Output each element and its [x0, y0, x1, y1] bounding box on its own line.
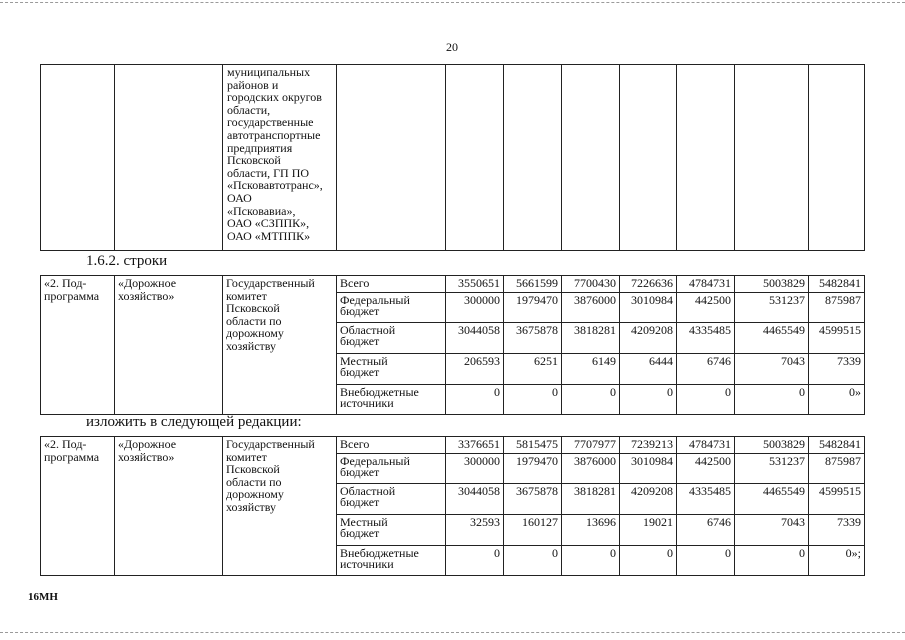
- cell-name: [115, 437, 223, 576]
- cell-amount: 0: [677, 546, 735, 576]
- funding-source-line: бюджет: [340, 526, 380, 540]
- cell-amount: 13696: [562, 515, 620, 546]
- cell-amount: 4465549: [735, 323, 809, 354]
- new-rows-table: [40, 436, 865, 576]
- cell-amount: 0: [504, 385, 562, 415]
- executor-line: Псковской: [227, 153, 281, 168]
- cell-funding-source: [337, 515, 446, 546]
- funding-source-line: Федеральный: [340, 454, 410, 468]
- executor-line: Псковской: [226, 301, 280, 315]
- cell-amount: 4335485: [677, 484, 735, 515]
- program-line: программа: [44, 288, 100, 303]
- funding-source-line: бюджет: [340, 334, 380, 348]
- document-code: 16МН: [28, 591, 58, 603]
- cell-amount: 0: [504, 546, 562, 576]
- cell-funding-source: [337, 484, 446, 515]
- executor-line: государственные: [227, 115, 314, 130]
- program-line: программа: [44, 449, 100, 464]
- cell-amount: 3675878: [504, 323, 562, 354]
- cell-amount: 0: [446, 385, 504, 415]
- cell-amount: 0»;: [809, 546, 865, 576]
- cell-amount: 5482841: [809, 437, 865, 454]
- cell-amount: 3818281: [562, 323, 620, 354]
- fragment-cell-empty: [620, 65, 677, 251]
- executor-line: области по: [226, 474, 282, 489]
- cell-amount: 3550651: [446, 276, 504, 293]
- funding-source-line: Областной: [340, 484, 396, 498]
- cell-amount: 5661599: [504, 276, 562, 293]
- cell-amount: 7043: [735, 354, 809, 385]
- fragment-table: [40, 64, 865, 251]
- cell-amount: 0»: [809, 385, 865, 415]
- cell-amount: 6149: [562, 354, 620, 385]
- cell-amount: 0: [677, 385, 735, 415]
- executor-line: хозяйству: [226, 499, 277, 514]
- cell-program: [41, 437, 115, 576]
- cell-funding-source: [337, 437, 446, 454]
- cell-amount: 531237: [735, 454, 809, 484]
- cell-funding-source: [337, 385, 446, 415]
- funding-source-line: Местный: [340, 354, 388, 368]
- cell-amount: 300000: [446, 293, 504, 323]
- cell-amount: 442500: [677, 454, 735, 484]
- cell-amount: 160127: [504, 515, 562, 546]
- cell-funding-source: [337, 454, 446, 484]
- funding-source-line: бюджет: [340, 465, 380, 479]
- funding-source-line: Федеральный: [340, 293, 410, 307]
- cell-funding-source: [337, 546, 446, 576]
- name-line: «Дорожное: [118, 437, 177, 451]
- cell-amount: 0: [735, 385, 809, 415]
- cell-amount: 875987: [809, 454, 865, 484]
- cell-amount: 0: [446, 546, 504, 576]
- funding-source-line: источники: [340, 396, 394, 410]
- executor-line: Государственный: [226, 276, 315, 290]
- fragment-cell-empty: [735, 65, 809, 251]
- executor-line: предприятия: [227, 140, 293, 155]
- funding-source-line: Внебюджетные: [340, 546, 419, 560]
- budget-row: [41, 276, 865, 293]
- rows-heading: 1.6.2. строки: [86, 253, 168, 269]
- cell-amount: 19021: [620, 515, 677, 546]
- executor-line: муниципальных: [227, 65, 311, 79]
- executor-line: городских округов: [227, 90, 322, 105]
- executor-line: «Псковавтотранс»,: [227, 178, 323, 193]
- scan-top-edge: [0, 2, 905, 3]
- cell-executor: [223, 437, 337, 576]
- cell-program: [41, 276, 115, 415]
- cell-funding-source: [337, 276, 446, 293]
- executor-line: дорожному: [226, 487, 284, 501]
- cell-amount: 32593: [446, 515, 504, 546]
- cell-amount: 0: [735, 546, 809, 576]
- fragment-cell-empty: [562, 65, 620, 251]
- cell-amount: 3044058: [446, 484, 504, 515]
- cell-amount: 3010984: [620, 454, 677, 484]
- fragment-cell-name: [115, 65, 223, 251]
- fragment-cell-executor: [223, 65, 337, 251]
- cell-amount: 3818281: [562, 484, 620, 515]
- fragment-cell-empty: [809, 65, 865, 251]
- executor-line: области, ГП ПО: [227, 165, 310, 180]
- fragment-cell-empty: [337, 65, 446, 251]
- funding-source-line: источники: [340, 557, 394, 571]
- cell-amount: 3376651: [446, 437, 504, 454]
- cell-amount: 6251: [504, 354, 562, 385]
- cell-amount: 206593: [446, 354, 504, 385]
- funding-source-line: Внебюджетные: [340, 385, 419, 399]
- executor-line: области,: [227, 102, 271, 117]
- funding-source-line: бюджет: [340, 304, 380, 318]
- executor-line: области по: [226, 313, 282, 328]
- cell-amount: 1979470: [504, 454, 562, 484]
- scan-bottom-edge: [0, 632, 905, 633]
- cell-amount: 0: [620, 385, 677, 415]
- cell-amount: 7700430: [562, 276, 620, 293]
- cell-amount: 531237: [735, 293, 809, 323]
- cell-amount: 875987: [809, 293, 865, 323]
- name-line: хозяйство»: [118, 449, 175, 464]
- cell-amount: 4599515: [809, 484, 865, 515]
- cell-amount: 300000: [446, 454, 504, 484]
- cell-amount: 3876000: [562, 293, 620, 323]
- cell-amount: 0: [620, 546, 677, 576]
- executor-line: автотранспортные: [227, 127, 321, 142]
- cell-amount: 4465549: [735, 484, 809, 515]
- cell-amount: 4784731: [677, 276, 735, 293]
- fragment-cell-empty: [504, 65, 562, 251]
- fragment-cell-empty: [677, 65, 735, 251]
- executor-line: «Псковавиа»,: [227, 203, 296, 218]
- cell-amount: 6746: [677, 515, 735, 546]
- cell-amount: 7226636: [620, 276, 677, 293]
- cell-amount: 3675878: [504, 484, 562, 515]
- cell-amount: 3044058: [446, 323, 504, 354]
- cell-amount: 5003829: [735, 437, 809, 454]
- cell-amount: 3876000: [562, 454, 620, 484]
- fragment-row: [41, 65, 865, 251]
- cell-amount: 4784731: [677, 437, 735, 454]
- cell-amount: 6444: [620, 354, 677, 385]
- cell-amount: 5482841: [809, 276, 865, 293]
- budget-row: [41, 437, 865, 454]
- funding-source-line: Областной: [340, 323, 396, 337]
- cell-amount: 7707977: [562, 437, 620, 454]
- executor-line: ОАО «СЗППК»,: [227, 216, 310, 231]
- page-number: 20: [446, 40, 458, 54]
- cell-amount: 5003829: [735, 276, 809, 293]
- cell-amount: 5815475: [504, 437, 562, 454]
- name-line: «Дорожное: [118, 276, 177, 290]
- executor-line: Государственный: [226, 437, 315, 451]
- cell-amount: 4599515: [809, 323, 865, 354]
- executor-line: ОАО «МТППК»: [227, 228, 311, 243]
- cell-amount: 4209208: [620, 484, 677, 515]
- funding-source-line: Всего: [340, 437, 370, 451]
- cell-funding-source: [337, 293, 446, 323]
- cell-amount: 442500: [677, 293, 735, 323]
- cell-amount: 4209208: [620, 323, 677, 354]
- cell-funding-source: [337, 354, 446, 385]
- executor-line: хозяйству: [226, 338, 277, 353]
- cell-amount: 7043: [735, 515, 809, 546]
- cell-amount: 7339: [809, 515, 865, 546]
- cell-name: [115, 276, 223, 415]
- funding-source-line: Всего: [340, 276, 370, 290]
- fragment-cell-empty: [446, 65, 504, 251]
- cell-amount: 7339: [809, 354, 865, 385]
- cell-amount: 1979470: [504, 293, 562, 323]
- cell-amount: 0: [562, 546, 620, 576]
- executor-line: районов и: [227, 77, 279, 92]
- new-edition-heading: изложить в следующей редакции:: [86, 414, 302, 430]
- executor-line: комитет: [226, 288, 267, 303]
- name-line: хозяйство»: [118, 288, 175, 303]
- cell-amount: 3010984: [620, 293, 677, 323]
- cell-amount: 0: [562, 385, 620, 415]
- cell-funding-source: [337, 323, 446, 354]
- executor-line: Псковской: [226, 462, 280, 476]
- cell-amount: 4335485: [677, 323, 735, 354]
- executor-line: ОАО: [227, 190, 252, 205]
- funding-source-line: Местный: [340, 515, 388, 529]
- old-rows-table: [40, 275, 865, 415]
- funding-source-line: бюджет: [340, 365, 380, 379]
- fragment-cell-program: [41, 65, 115, 251]
- program-line: «2. Под-: [44, 437, 87, 451]
- program-line: «2. Под-: [44, 276, 87, 290]
- cell-executor: [223, 276, 337, 415]
- funding-source-line: бюджет: [340, 495, 380, 509]
- executor-line: дорожному: [226, 326, 284, 340]
- cell-amount: 7239213: [620, 437, 677, 454]
- executor-line: комитет: [226, 449, 267, 464]
- cell-amount: 6746: [677, 354, 735, 385]
